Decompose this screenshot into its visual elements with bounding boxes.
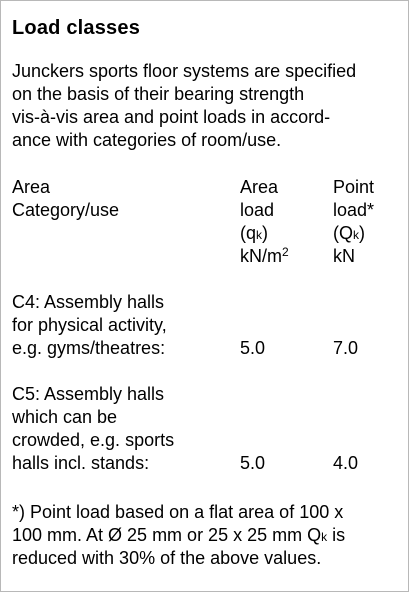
header-area-category: Area Category/use: [12, 177, 120, 220]
section-title: Load classes: [12, 17, 141, 39]
header-point-load-subscript: k: [353, 228, 359, 242]
row-point-load: 7.0: [333, 338, 359, 358]
row-area-load: 5.0: [240, 453, 266, 473]
header-area-load-unit: ) kN/m: [240, 223, 282, 266]
row-point-load: 4.0: [333, 453, 359, 473]
footnote: [12, 501, 404, 570]
row-category: C5: Assembly halls which can be crowded, e.g. sports halls incl. stands:: [12, 384, 175, 473]
header-point-load: [333, 176, 408, 268]
row-area-load: 5.0: [240, 338, 266, 358]
header-area-load: [240, 176, 330, 268]
header-point-load-text: Point load* (Q: [333, 177, 375, 243]
intro-paragraph: Junckers sports floor systems are specified on the basis of their bearing strength vis-à-vis area and point loads in accord- ance with categories of room/use.: [12, 61, 357, 150]
header-area-load-subscript: k: [256, 228, 263, 242]
footnote-text-end: is reduced with 30% of the above values.: [12, 525, 346, 568]
footnote-subscript: k: [321, 530, 328, 544]
header-area-load-text: Area load (q: [240, 177, 279, 243]
header-point-load-unit: ) kN: [333, 223, 365, 266]
header-area-load-unit-superscript: 2: [282, 245, 289, 259]
row-category: C4: Assembly halls for physical activity, e.g. gyms/theatres:: [12, 292, 167, 358]
footnote-text: *) Point load based on a flat area of 100 x 100 mm. At Ø 25 mm or 25 x 25 mm Q: [12, 502, 344, 545]
